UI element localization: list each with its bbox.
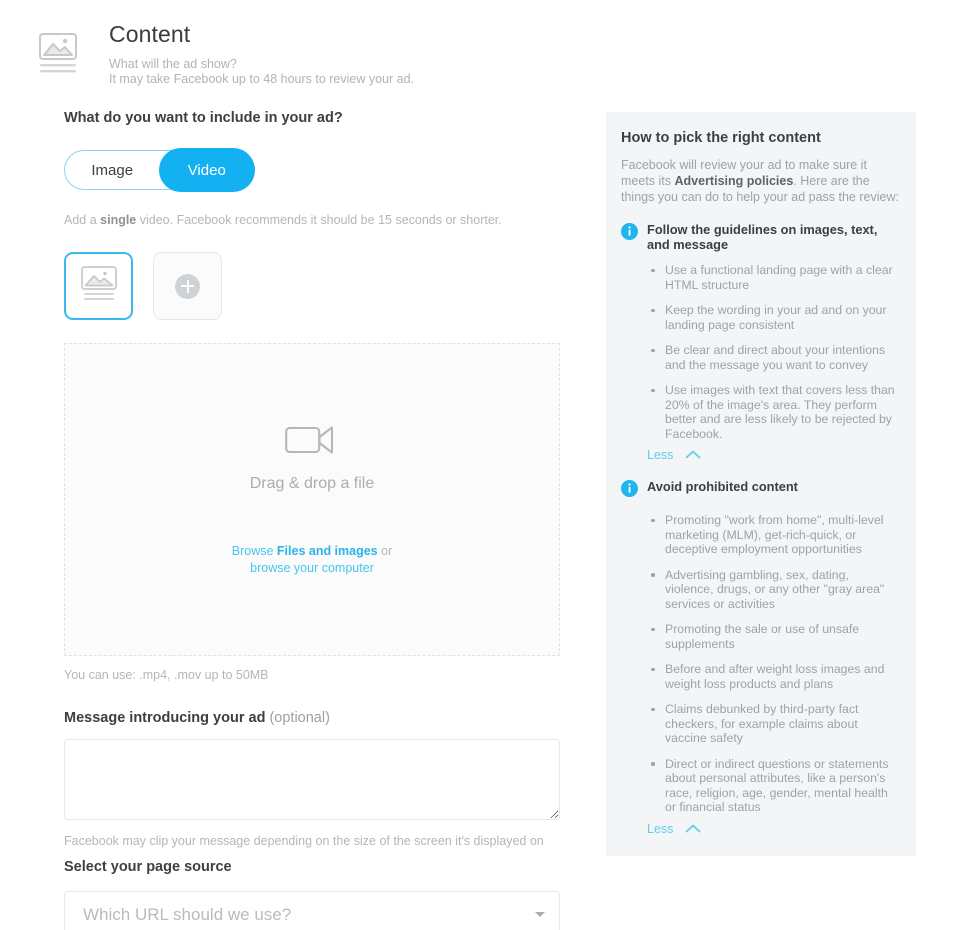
header-text-group [109,20,414,87]
image-placeholder-icon [80,266,118,307]
list-item: Before and after weight loss images and weight loss products and plans [649,662,899,691]
page-subtitle-line-1: What will the ad show? [109,57,237,71]
toggle-option-image[interactable]: Image [91,161,134,179]
list-item: Promoting "work from home", multi-level marketing (MLM), get-rich-quick, or deceptive employment opportunities [649,513,899,557]
sidebar-block-prohibited [621,479,899,836]
list-item: Be clear and direct about your intentions and the message you want to convey [649,343,899,372]
chevron-up-icon [685,448,701,462]
browse-prefix: Browse [231,544,277,558]
sidebar-block-header [621,222,899,252]
info-icon [621,480,638,502]
image-placeholder-icon [34,30,82,83]
browse-computer-link[interactable]: browse your computer [250,561,374,575]
sidebar-less-toggle-guidelines[interactable] [647,448,899,462]
sidebar-intro-suffix: . Here are the things you can do to help your ad pass the review: [621,174,899,204]
page-title: Content [109,21,191,47]
list-item: Promoting the sale or use of unsafe supplements [649,622,899,651]
list-item: Advertising gambling, sex, dating, violence, drugs, or any other "gray area" services or activities [649,568,899,612]
chevron-down-icon [535,912,545,917]
dropzone-browse-text[interactable] [232,543,392,577]
sidebar-block-title: Follow the guidelines on images, text, and message [647,222,878,252]
page-header [0,0,600,87]
chevron-up-icon [685,822,701,836]
list-item: Claims debunked by third-party fact checkers, for example claims about vaccine safety [649,702,899,746]
info-icon [621,223,638,245]
message-label-text: Message introducing your ad [64,710,266,726]
sidebar-prohibited-list [649,513,899,815]
sidebar-less-toggle-prohibited[interactable] [647,822,899,836]
sidebar-block-guidelines [621,222,899,462]
dropzone-title: Drag & drop a file [249,475,375,492]
add-media-thumbnail[interactable] [153,252,222,320]
page-source-select[interactable] [64,891,560,930]
browse-files-link[interactable]: Files and images [276,544,378,558]
list-item: Use images with text that covers less than 20% of the image's area. They perform better and are less likely to be rejected by Facebook. [649,383,899,441]
sidebar-intro-prefix: Facebook will review your ad to make sure it meets its [621,158,867,188]
toggle-option-video[interactable]: Video [160,149,255,191]
plus-icon [175,274,200,299]
advertising-policies-link[interactable]: Advertising policies [674,174,794,188]
page-source-label: Select your page source [64,859,232,875]
hint-suffix: video. Facebook recommends it should be 15 seconds or shorter. [136,213,502,227]
sidebar-title: How to pick the right content [621,130,821,146]
main-form-column [64,108,560,930]
media-thumbnail-list [64,252,560,320]
list-item: Keep the wording in your ad and on your landing page consistent [649,303,899,332]
sidebar-block-header [621,479,899,502]
hint-bold: single [100,213,137,227]
sidebar-block-title: Avoid prohibited content [647,479,798,494]
single-video-hint [64,212,560,229]
message-textarea[interactable] [64,739,560,820]
less-label: Less [647,821,674,836]
include-question-label: What do you want to include in your ad? [64,110,343,126]
browse-middle: or [377,544,393,558]
video-camera-icon [285,420,339,463]
file-dropzone[interactable] [64,343,560,656]
page-subtitle-line-2: It may take Facebook up to 48 hours to review your ad. [109,72,415,86]
help-sidebar [606,112,916,856]
sidebar-guidelines-list [649,263,899,441]
list-item: Use a functional landing page with a clear HTML structure [649,263,899,292]
hint-prefix: Add a [64,213,101,227]
media-type-toggle[interactable] [64,150,254,190]
page-subtitle [109,57,414,87]
message-label-optional: (optional) [269,710,330,726]
sidebar-intro [621,157,899,205]
page-source-value: Which URL should we use? [83,904,292,924]
filetypes-note: You can use: .mp4, .mov up to 50MB [64,668,269,682]
less-label: Less [647,448,674,462]
image-thumbnail[interactable] [64,252,133,320]
list-item: Direct or indirect questions or statements about personal attributes, like a person's race, religion, age, gender, mental health or financial status [649,757,899,815]
message-field-label [64,708,560,728]
message-clip-note: Facebook may clip your message depending on the size of the screen it's displayed on [64,834,544,848]
